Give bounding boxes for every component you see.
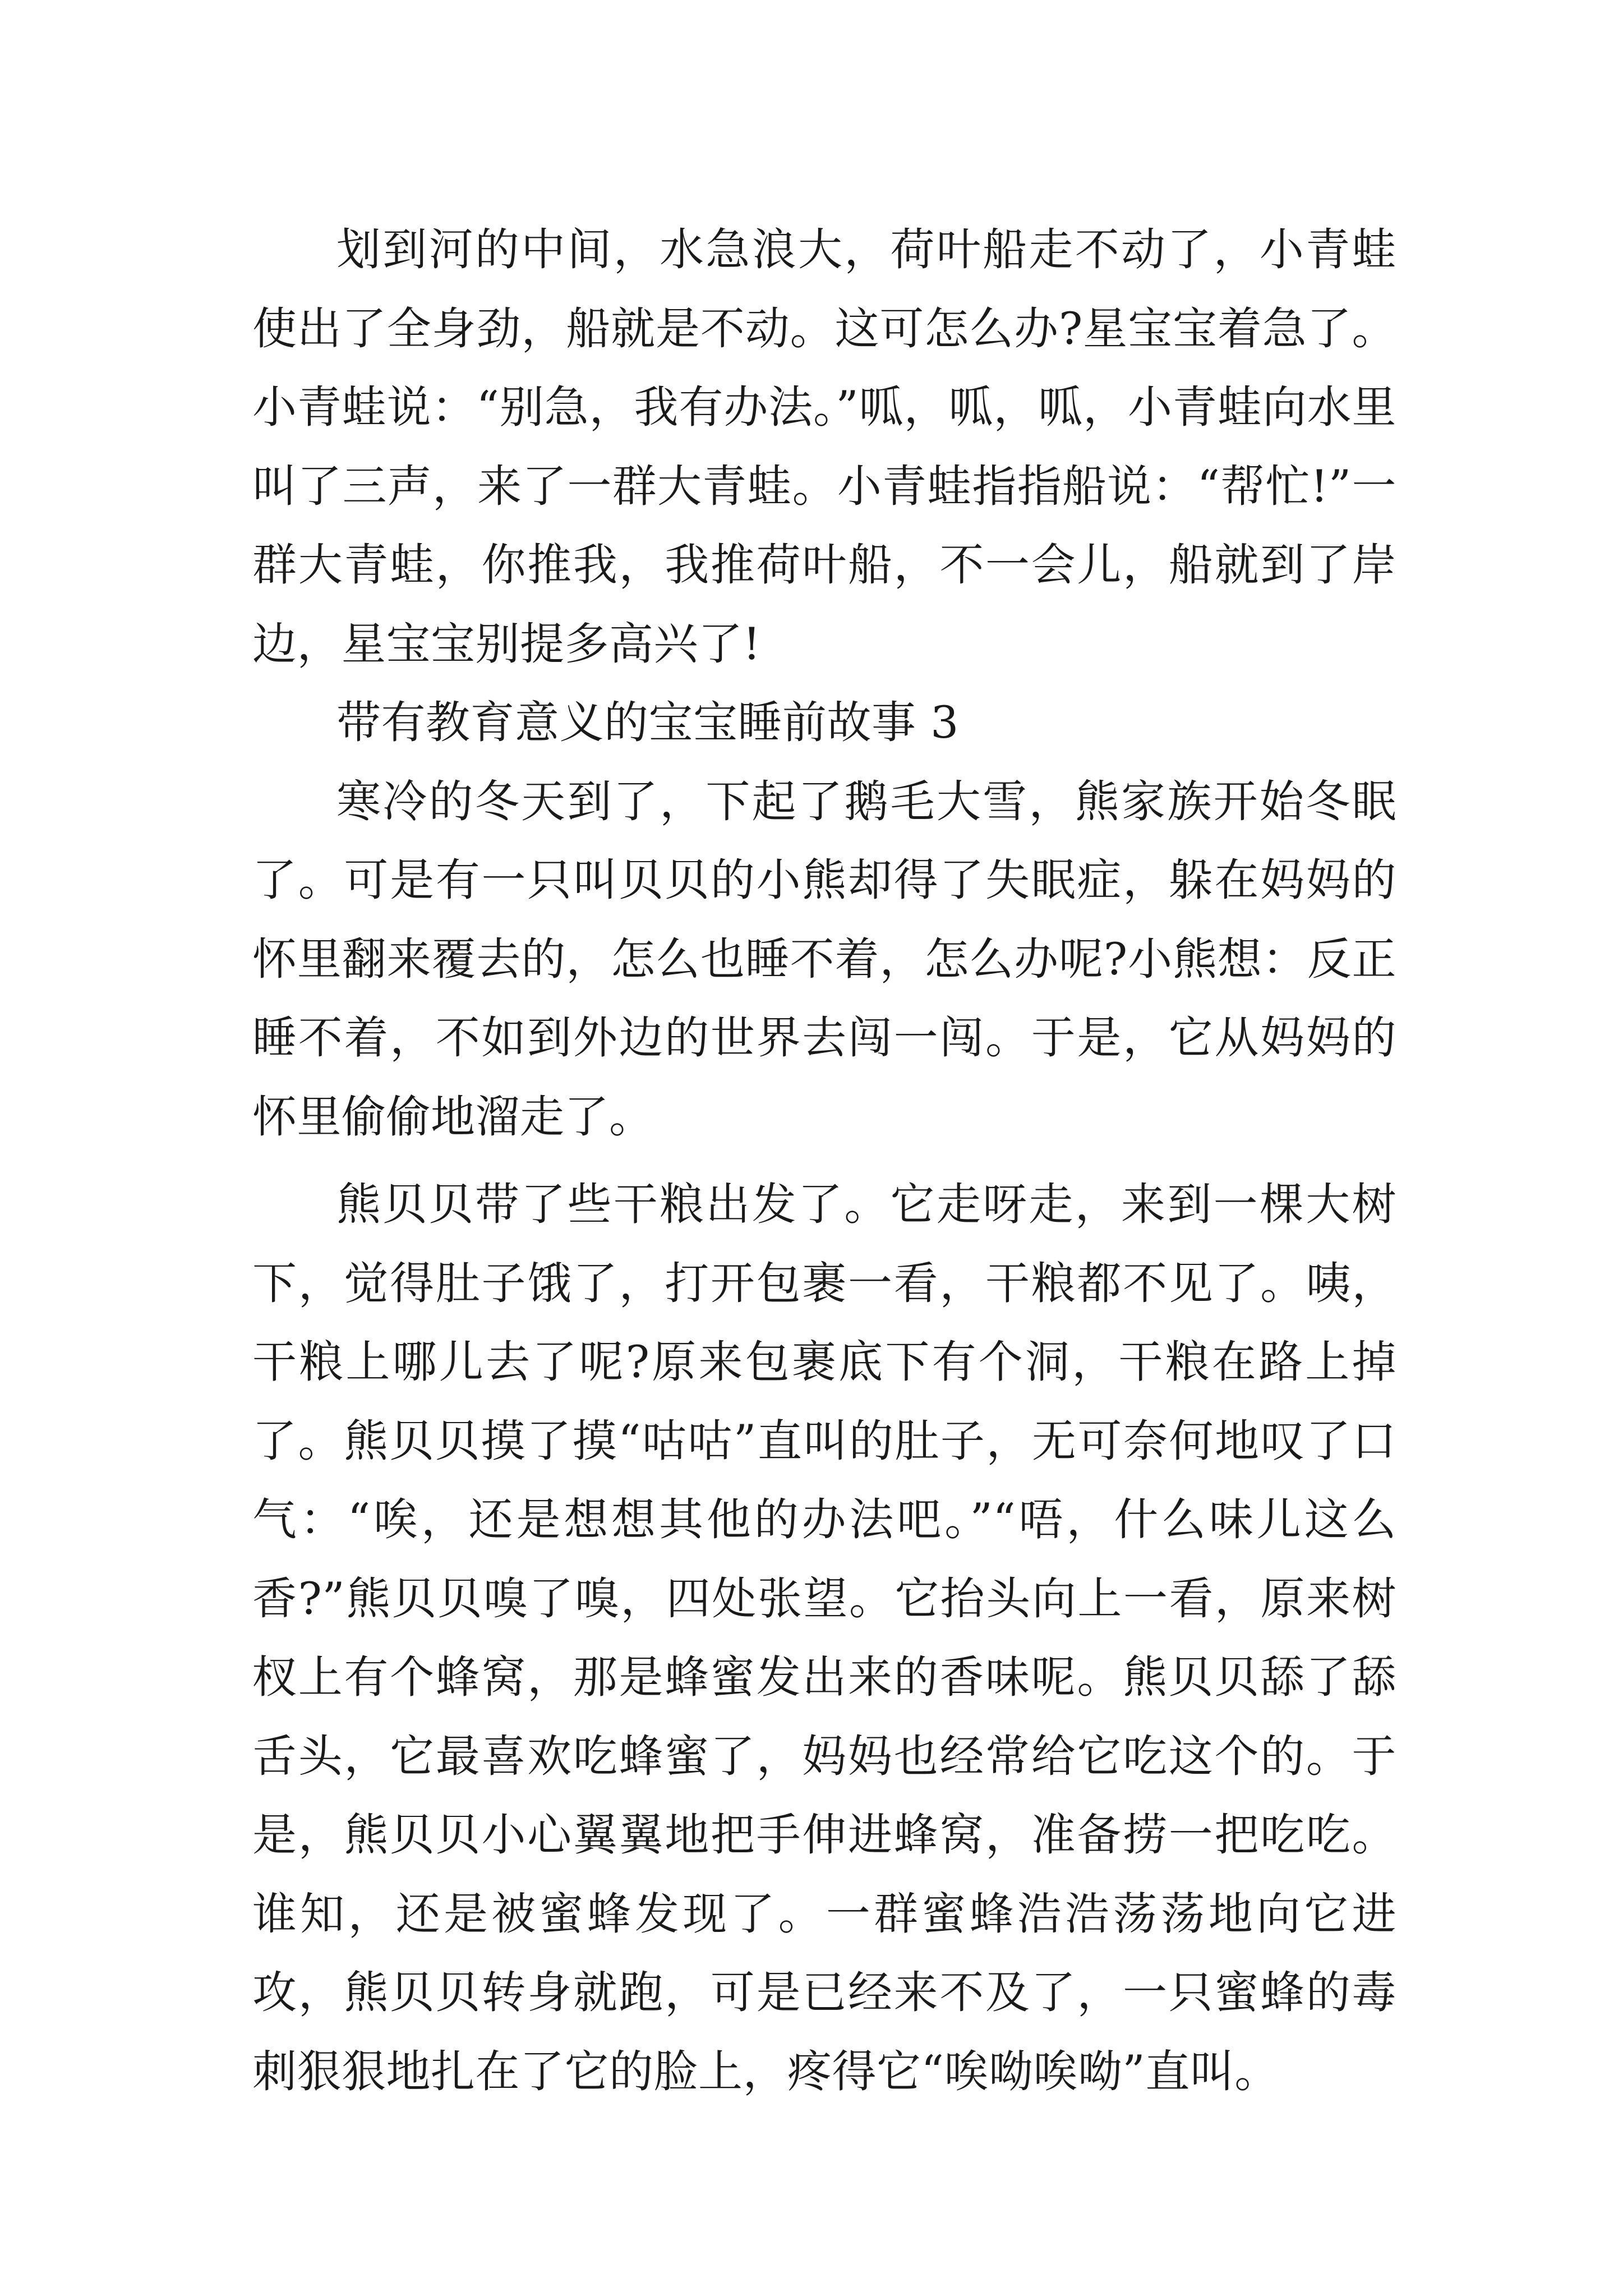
document-body [252,210,1396,2111]
story-paragraph-1: 划到河的中间，水急浪大，荷叶船走不动了，小青蛙使出了全身劲，船就是不动。这可怎么办?星宝宝着急了。小青蛙说：“别急，我有办法。”呱，呱，呱，小青蛙向水里叫了三声，来了一群大青蛙。小青蛙指指船说：“帮忙!”一群大青蛙，你推我，我推荷叶船，不一会儿，船就到了岸边，星宝宝别提多高兴了! [252,224,1396,670]
story-heading: 带有教育意义的宝宝睡前故事 3 [336,697,959,748]
story-paragraph-3: 熊贝贝带了些干粮出发了。它走呀走，来到一棵大树下，觉得肚子饿了，打开包裹一看，干粮都不见了。咦，干粮上哪儿去了呢?原来包裹底下有个洞，干粮在路上掉了。熊贝贝摸了摸“咕咕”直叫的肚子，无可奈何地叹了口气：“唉，还是想想其他的办法吧。”“唔，什么味儿这么香?”熊贝贝嗅了嗅，四处张望。它抬头向上一看，原来树杈上有个蜂窝，那是蜂蜜发出来的香味呢。熊贝贝舔了舔舌头，它最喜欢吃蜂蜜了，妈妈也经常给它吃这个的。于是，熊贝贝小心翼翼地把手伸进蜂窝，准备捞一把吃吃。谁知，还是被蜜蜂发现了。一群蜜蜂浩浩荡荡地向它进攻，熊贝贝转身就跑，可是已经来不及了，一只蜜蜂的毒 刺狠狠地扎在了它的脸上，疼得它“唉呦唉呦”直叫。 [252,1179,1396,2097]
story-paragraph-2: 寒冷的冬天到了，下起了鹅毛大雪，熊家族开始冬眠了。可是有一只叫贝贝的小熊却得了失眠症，躲在妈妈的怀里翻来覆去的，怎么也睡不着，怎么办呢?小熊想：反正睡不着，不如到外边的世界去闯一闯。于是，它从妈妈的怀里偷偷地溜走了。 [252,775,1396,1143]
